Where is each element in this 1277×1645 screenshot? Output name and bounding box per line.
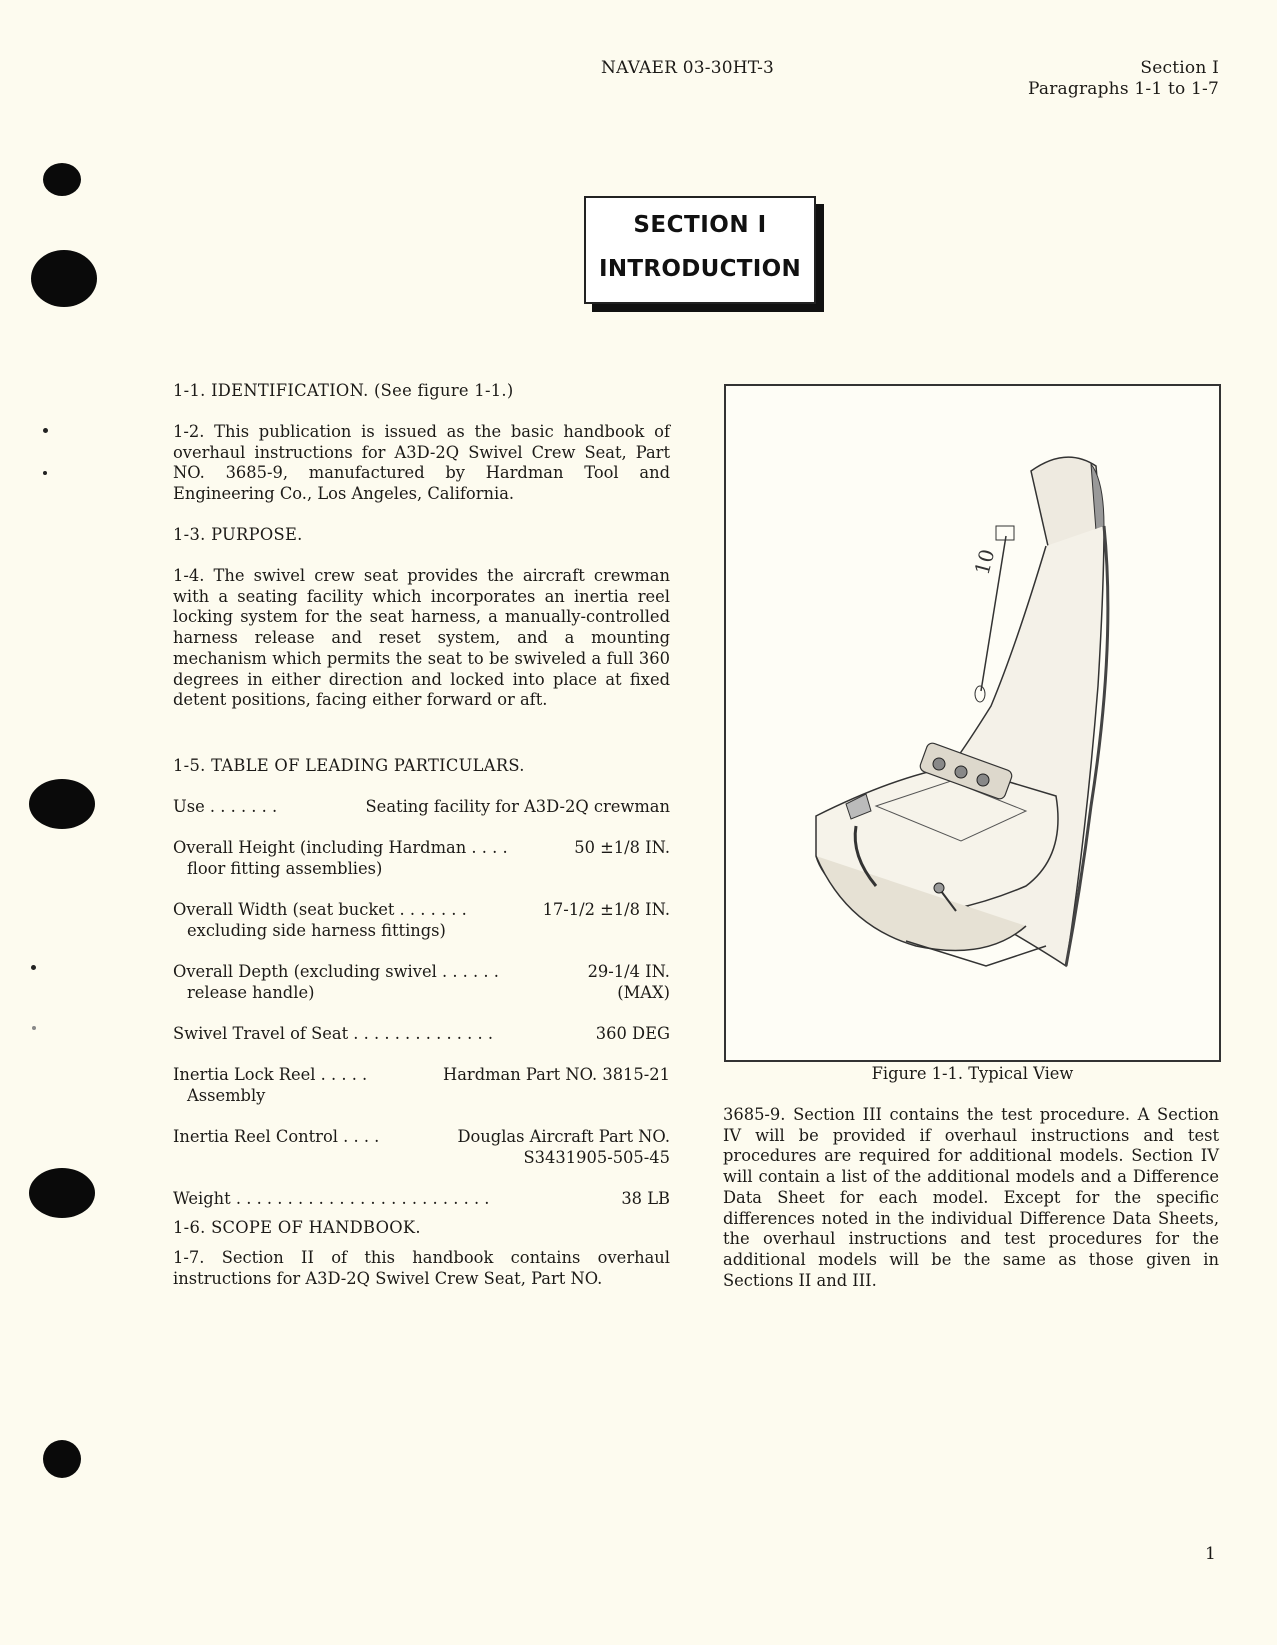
identification-heading: 1-1. IDENTIFICATION. (See figure 1-1.) [173,381,514,400]
scope-text: 1-7. Section II of this handbook contains overhaul instructions for A3D-2Q Swivel Crew Seat, Part NO. [173,1248,670,1288]
particular-value: Douglas Aircraft Part NO. [457,1127,670,1146]
section-number: SECTION I [633,212,767,238]
particular-label-continued: release handle) [187,982,315,1002]
scope-heading: 1-6. SCOPE OF HANDBOOK. [173,1218,421,1237]
particular-label: Overall Height (including Hardman . . . . [173,838,508,857]
particular-value: 29-1/4 IN. [587,962,670,981]
particular-label-continued: floor fitting assemblies) [187,858,383,878]
paragraph-1-4 [173,566,670,711]
identification-text: 1-2. This publication is issued as the basic handbook of overhaul instructions for A3D-2Q Swivel Crew Seat, Part NO. 3685-9, manufactured by Hardman Tool and Engineering Co., Los Angeles, California. [173,422,670,504]
binder-hole [29,1168,95,1218]
section-title-box [584,196,816,304]
purpose-heading: 1-3. PURPOSE. [173,525,303,544]
paragraph-1-2 [173,422,670,505]
particular-label: Overall Depth (excluding swivel . . . . . . [173,962,499,981]
particular-value: 360 DEG [595,1024,670,1043]
section-label: Section I [1140,58,1219,78]
particular-label-continued: excluding side harness fittings) [187,920,446,940]
particular-label: Swivel Travel of Seat . . . . . . . . . . . . . . [173,1024,494,1043]
particular-value-continued: (MAX) [617,982,670,1002]
particular-value: Hardman Part NO. 3815-21 [443,1065,670,1084]
crew-seat-illustration [726,386,1219,1060]
particular-value-continued: S3431905-505-45 [523,1147,670,1167]
section-title: INTRODUCTION [598,256,802,282]
binder-mark [31,965,36,970]
particular-row-width [173,900,670,941]
paragraph-1-3 [173,525,670,546]
particular-row-height [173,838,670,879]
particular-label-continued: Assembly [187,1085,266,1105]
particular-value: 17-1/2 ±1/8 IN. [542,900,670,919]
particular-label: Overall Width (seat bucket . . . . . . . [173,900,467,919]
scope-text-continued: 3685-9. Section III contains the test procedure. A Section IV will be provided if overhaul instructions and test procedures are required for additional models. Section IV will contain a list of the additional models and a Difference Data Sheet for each model. Except for the specific differences noted in the individual Difference Data Sheets, the overhaul instructions and test procedures for the additional models will be the same as those given in Sections II and III. [723,1105,1219,1290]
binder-mark [32,1026,36,1030]
particular-value: Seating facility for A3D-2Q crewman [365,797,670,816]
leading-particulars-heading: 1-5. TABLE OF LEADING PARTICULARS. [173,756,525,775]
particular-row-depth [173,962,670,1003]
page-number: 1 [1205,1544,1216,1564]
binder-mark [43,428,48,433]
paragraph-1-5 [173,756,670,777]
particular-row-inertia-lock-reel [173,1065,670,1106]
figure-1-1-frame [724,384,1221,1062]
binder-mark [43,471,47,475]
particular-row-use [173,797,670,818]
particular-row-swivel-travel [173,1024,670,1045]
binder-hole [29,779,95,829]
binder-hole [43,1440,81,1478]
particular-row-inertia-reel-control [173,1127,670,1168]
particular-label: Use . . . . . . . [173,797,278,816]
binder-hole [43,163,81,196]
document-number: NAVAER 03-30HT-3 [601,58,775,78]
svg-text:10: 10 [969,546,1000,578]
purpose-text: 1-4. The swivel crew seat provides the aircraft crewman with a seating facility which incorporates an inertia reel locking system for the seat harness, a manually-controlled harness release and reset system, and a mounting mechanism which permits the seat to be swiveled a full 360 degrees in either direction and locked into place at fixed detent positions, facing either forward or aft. [173,566,670,710]
paragraph-1-6 [173,1218,670,1239]
paragraph-range: Paragraphs 1-1 to 1-7 [1027,79,1219,99]
particular-value: 50 ±1/8 IN. [574,838,670,857]
particular-label: Inertia Reel Control . . . . [173,1127,380,1146]
particular-label: Weight . . . . . . . . . . . . . . . . . . . . . . . . . [173,1189,490,1208]
paragraph-1-1 [173,381,670,402]
particular-value: 38 LB [621,1189,670,1208]
paragraph-1-7 [173,1248,670,1289]
particular-label: Inertia Lock Reel . . . . . [173,1065,368,1084]
figure-caption: Figure 1-1. Typical View [871,1064,1074,1083]
binder-hole [31,250,97,307]
particular-row-weight [173,1189,670,1210]
paragraph-1-7-continued [723,1105,1219,1291]
